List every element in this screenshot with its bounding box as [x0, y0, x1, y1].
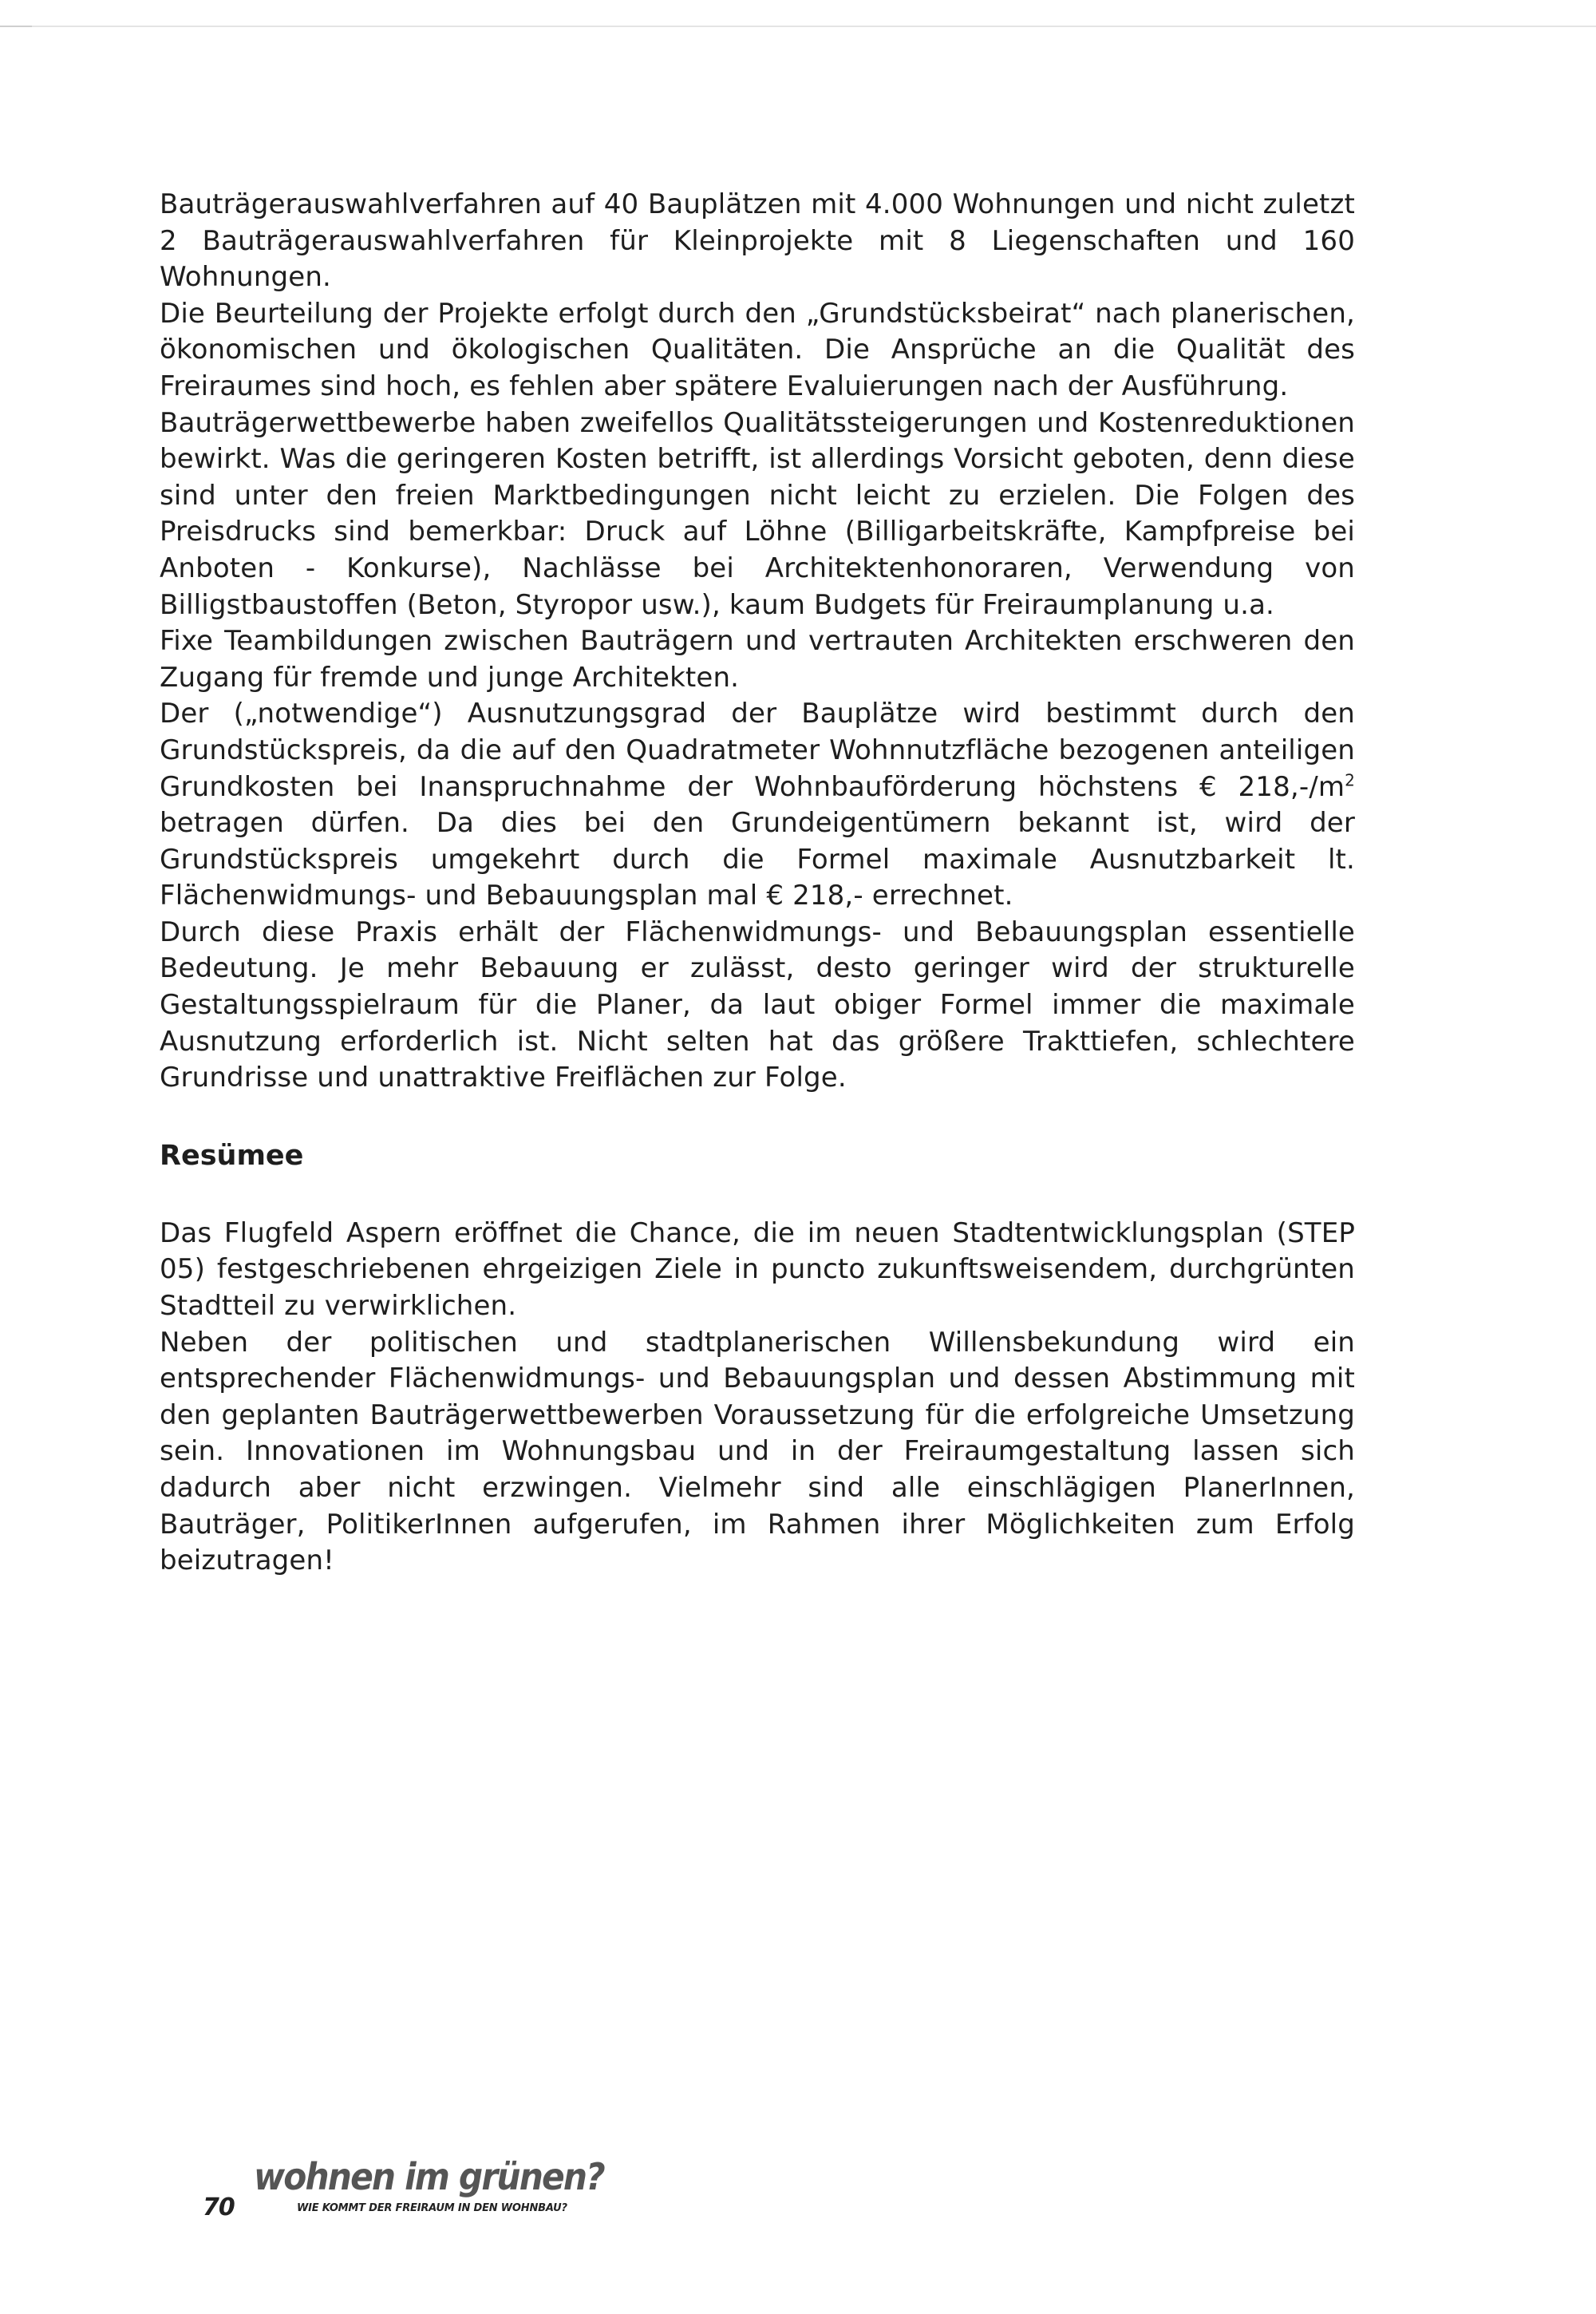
- body-paragraph-2: Die Beurteilung der Projekte erfolgt durch den „Grundstücksbeirat“ nach planerischen, ökonomischen und ökologischen Qualitäten. Die Ansprüche an die Qualität des Freiraumes sind hoch, es fehlen aber spätere Evaluierungen nach der Ausführung.: [160, 297, 1355, 402]
- resumee-paragraph-2: Neben der politischen und stadtplanerischen Willensbekundung wird ein entsprechender Flächenwidmungs- und Bebauungsplan und dessen Abstimmung mit den geplanten Bauträgerwettbewerben Voraussetzung für die erfolgreiche Umsetzung sein. Innovationen im Wohnungsbau und in der Freiraumgestaltung lassen sich dadurch aber nicht erzwingen. Vielmehr sind alle einschlägigen PlanerInnen, Bauträger, PolitikerInnen aufgerufen, im Rahmen ihrer Möglichkeiten zum Erfolg beizutragen!: [160, 1326, 1355, 1577]
- body-paragraph-4: Fixe Teambildungen zwischen Bauträgern und vertrauten Architekten erschweren den Zugang für fremde und junge Architekten.: [160, 625, 1355, 694]
- publication-title: wohnen im grünen?: [254, 2155, 604, 2198]
- body-paragraph-3: Bauträgerwettbewerbe haben zweifellos Qualitätssteigerungen und Kostenreduktionen bewirkt. Was die geringeren Kosten betrifft, ist allerdings Vorsicht geboten, denn diese sind unter den freien Marktbedingungen nicht leicht zu erzielen. Die Folgen des Preisdrucks sind bemerkbar: Druck auf Löhne (Billigarbeitskräfte, Kampfpreise bei Anboten - Konkurse), Nachlässe bei Architektenhonoraren, Verwendung von Billigstbaustoffen (Beton, Styropor usw.), kaum Budgets für Freiraumplanung u.a.: [160, 406, 1355, 621]
- page-number: 70: [203, 2193, 235, 2221]
- body-paragraph-6: Durch diese Praxis erhält der Flächenwidmungs- und Bebauungsplan essentielle Bedeutung. Je mehr Bebauung er zulässt, desto geringer wird der strukturelle Gestaltungsspielraum für die Planer, da laut obiger Formel immer die maximale Ausnutzung erforderlich ist. Nicht selten hat das größere Trakttiefen, schlechtere Grundrisse und unattraktive Freiflächen zur Folge.: [160, 916, 1355, 1094]
- body-paragraph-1: Bauträgerauswahlverfahren auf 40 Bauplätzen mit 4.000 Wohnungen und nicht zuletzt 2 Bauträgerauswahlverfahren für Kleinprojekte mit 8 Liegenschaften und 160 Wohnungen.: [160, 188, 1355, 294]
- body-paragraph-5-part-2: betragen dürfen. Da dies bei den Grundeigentümern bekannt ist, wird der Grundstückspreis umgekehrt durch die Formel maximale Ausnutzbarkeit lt. Flächenwidmungs- und Bebauungsplan mal € 218,- errechnet.: [160, 807, 1355, 912]
- body-paragraph-5-part-1: Der („notwendige“) Ausnutzungsgrad der Bauplätze wird bestimmt durch den Grundstückspreis, da die auf den Quadratmeter Wohnnutzfläche bezogenen anteiligen Grundkosten bei Inanspruchnahme der Wohnbauförderung höchstens € 218,-/m: [160, 698, 1355, 803]
- top-edge-rule: [32, 26, 1596, 27]
- publication-subtitle: WIE KOMMT DER FREIRAUM IN DEN WOHNBAU?: [297, 2202, 567, 2214]
- body-paragraph-5: [160, 696, 1355, 915]
- resumee-heading: Resümee: [160, 1139, 304, 1172]
- resumee-paragraph-1: Das Flugfeld Aspern eröffnet die Chance, die im neuen Stadtentwicklungsplan (STEP 05) festgeschriebenen ehrgeizigen Ziele in puncto zukunftsweisendem, durchgrünten Stadtteil zu verwirklichen.: [160, 1216, 1355, 1323]
- superscript-squared: 2: [1345, 770, 1355, 790]
- page-body: [160, 187, 1355, 1580]
